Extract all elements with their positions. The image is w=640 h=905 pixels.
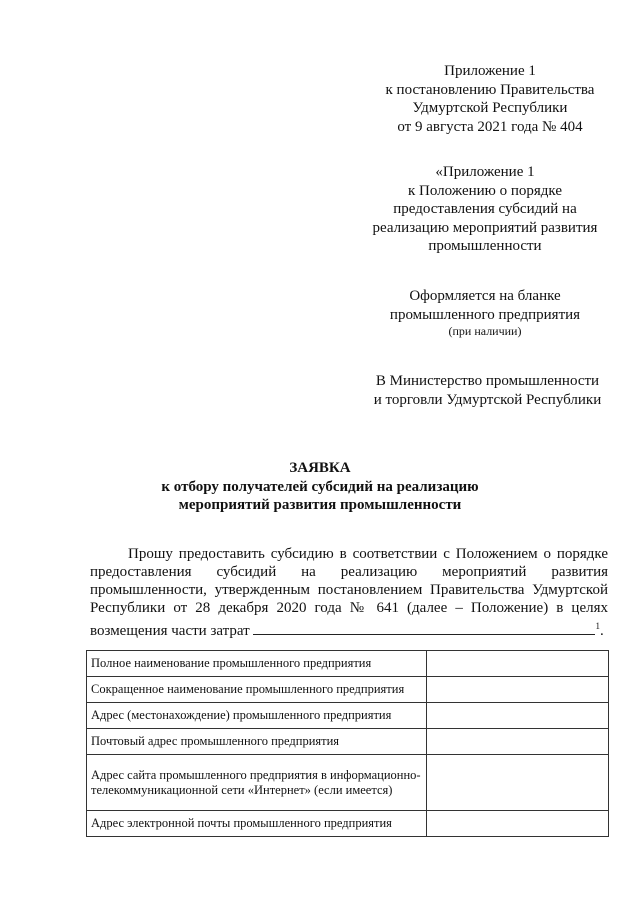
appendix-header-line: Приложение 1 <box>444 63 536 79</box>
paragraph-end: . <box>599 623 604 639</box>
appendix-header <box>365 62 615 136</box>
letterhead-small-note: (при наличии) <box>448 324 522 338</box>
regulation-line: предоставления субсидий на <box>393 201 577 217</box>
addressee-line: В Министерство промышленности <box>375 373 600 389</box>
addressee <box>355 372 620 409</box>
table-row-label: Полное наименование промышленного предприятия <box>87 651 427 677</box>
table-row-value[interactable] <box>427 729 609 755</box>
paragraph-line: Республики от 28 декабря 2020 года № 641 (далее – Положение) в целях <box>90 600 608 616</box>
paragraph-line: возмещения части затрат <box>90 623 250 639</box>
paragraph-line: предоставления субсидий на реализацию мероприятий развития <box>90 564 608 580</box>
regulation-line: промышленности <box>428 238 542 254</box>
table-row-value[interactable] <box>427 677 609 703</box>
title-line: мероприятий развития промышленности <box>178 497 462 513</box>
table-row-value[interactable] <box>427 703 609 729</box>
appendix-header-line: Удмуртской Республики <box>412 100 568 116</box>
appendix-header-line: к постановлению Правительства <box>385 81 595 98</box>
letterhead-line: Оформляется на бланке <box>409 288 561 304</box>
table-row <box>87 755 609 811</box>
regulation-reference <box>355 163 615 256</box>
footnote-marker: 1 <box>595 621 600 631</box>
paragraph-line: промышленности, утвержденным постановлением Правительства Удмуртской <box>90 582 608 598</box>
paragraph-line: Прошу предоставить субсидию в соответствии с Положением о порядке <box>128 546 608 562</box>
title-line: к отбору получателей субсидий на реализацию <box>161 478 479 495</box>
addressee-line: и торговли Удмуртской Республики <box>373 391 602 408</box>
table-row-value[interactable] <box>427 811 609 837</box>
table-row-value[interactable] <box>427 755 609 811</box>
table-row <box>87 651 609 677</box>
table-row-label: Почтовый адрес промышленного предприятия <box>87 729 427 755</box>
table-row <box>87 677 609 703</box>
table-row <box>87 811 609 837</box>
letterhead-line: промышленного предприятия <box>389 306 581 323</box>
table-row <box>87 729 609 755</box>
table-row-value[interactable] <box>427 651 609 677</box>
regulation-line: реализацию мероприятий развития <box>372 219 598 236</box>
request-paragraph <box>90 545 608 640</box>
costs-blank-field[interactable] <box>253 621 595 635</box>
title-main: ЗАЯВКА <box>289 460 351 476</box>
paragraph-last-line <box>90 617 608 640</box>
regulation-line: к Положению о порядке <box>408 182 562 199</box>
table-row-label: Адрес (местонахождение) промышленного предприятия <box>87 703 427 729</box>
enterprise-info-table <box>86 650 609 837</box>
regulation-line: «Приложение 1 <box>435 164 535 180</box>
document-title <box>0 459 640 515</box>
letterhead-note <box>370 287 600 339</box>
table-row <box>87 703 609 729</box>
table-row-label: Сокращенное наименование промышленного предприятия <box>87 677 427 703</box>
table-row-label: Адрес электронной почты промышленного предприятия <box>87 811 427 837</box>
table-row-label: Адрес сайта промышленного предприятия в информационно-телекоммуникационной сети «Интернет» (если имеется) <box>87 755 427 811</box>
appendix-header-line: от 9 августа 2021 года № 404 <box>397 118 583 135</box>
